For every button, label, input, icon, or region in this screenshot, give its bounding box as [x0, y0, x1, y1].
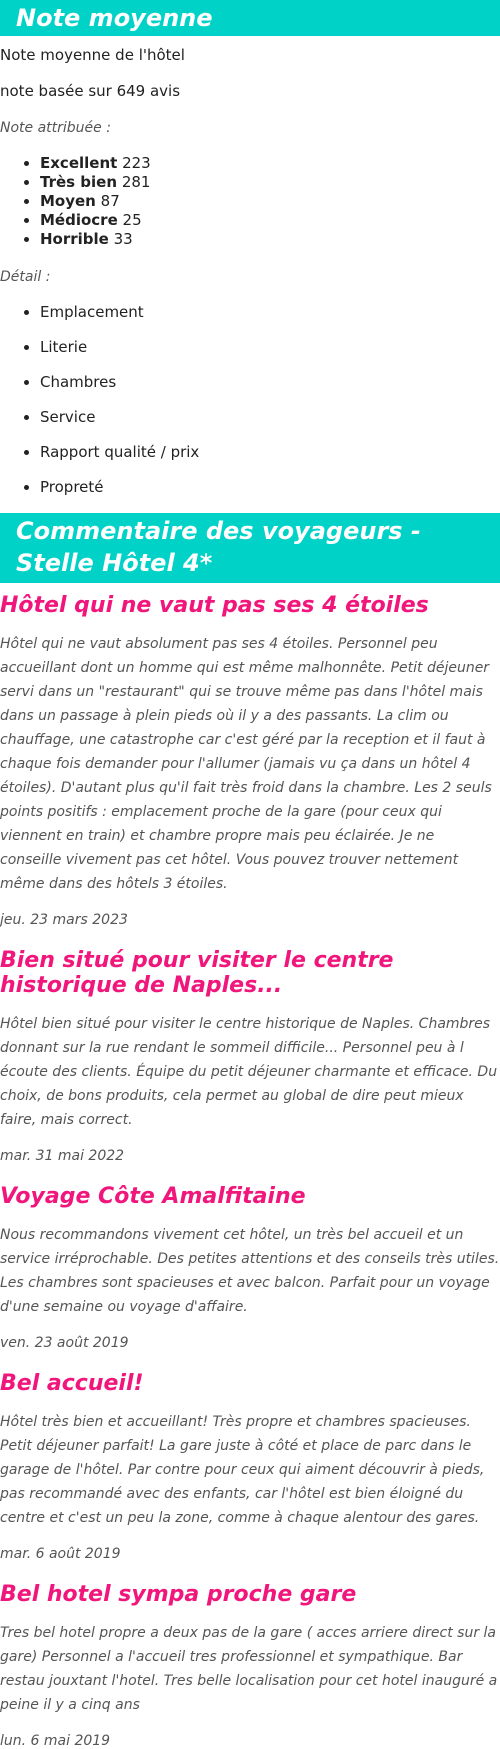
review-title: Bel accueil!: [0, 1371, 144, 1396]
rating-name: Médiocre: [40, 211, 118, 229]
rating-count: 33: [113, 230, 133, 248]
review-date: lun. 6 mai 2019: [0, 1733, 111, 1749]
rating-subtitle: note basée sur 649 avis: [0, 82, 181, 100]
rating-name: Horrible: [40, 230, 109, 248]
review-date: mar. 6 août 2019: [0, 1546, 121, 1562]
review-item: [0, 1351, 500, 1562]
review-item: [0, 1562, 500, 1749]
rating-list: [0, 154, 500, 249]
rating-item: [40, 192, 500, 211]
detail-item: • Rapport qualité / prix: [40, 443, 500, 478]
detail-list: [0, 303, 500, 513]
detail-item: • Service: [40, 408, 500, 443]
detail-item: • Chambres: [40, 373, 500, 408]
review-item: [0, 928, 500, 1164]
rating-title: Note moyenne de l'hôtel: [0, 46, 185, 64]
reviews-header: [0, 513, 500, 583]
rating-count: 87: [100, 192, 120, 210]
rating-label: Note attribuée :: [0, 120, 111, 136]
review-body: Hôtel bien situé pour visiter le centre historique de Naples. Chambres donnant sur la rue rendant le sommeil difficile... Personnel peu à l écoute des clients. Équipe du petit déjeuner charmante et efficace. Du choix, de bons produits, cela permet au global de dire peut mieux faire, mais correct.: [0, 1016, 498, 1128]
detail-label: Détail :: [0, 269, 51, 285]
rating-name: Très bien: [40, 173, 118, 191]
reviews-list: [0, 583, 500, 1749]
note-moyenne-title: Note moyenne: [16, 4, 213, 32]
review-title: Hôtel qui ne vaut pas ses 4 étoiles: [0, 593, 429, 618]
review-item: [0, 583, 500, 928]
review-title: Bien situé pour visiter le centre historique de Naples...: [0, 948, 394, 998]
rating-count: 25: [122, 211, 142, 229]
rating-item: [40, 230, 500, 249]
rating-item: [40, 211, 500, 230]
rating-summary: [0, 36, 500, 249]
review-body: Hôtel très bien et accueillant! Très propre et chambres spacieuses. Petit déjeuner parfait! La gare juste à côté et place de parc dans le garage de l'hôtel. Par contre pour ceux qui aiment découvrir à pieds, pas recommandé avec des enfants, car l'hôtel est bien éloigné du centre et c'est un peu la zone, comme à chaque alentour des gares.: [0, 1414, 485, 1526]
detail-item: • Emplacement: [40, 303, 500, 338]
review-date: jeu. 23 mars 2023: [0, 912, 128, 928]
review-title: Bel hotel sympa proche gare: [0, 1582, 357, 1607]
rating-count: 281: [121, 173, 151, 191]
note-moyenne-header: [0, 0, 500, 36]
review-body: Nous recommandons vivement cet hôtel, un très bel accueil et un service irréprochable. Des petites attentions et des conseils très utiles. Les chambres sont spacieuses et avec balcon. Parfait pour un voyage d'une semaine ou voyage d'affaire.: [0, 1227, 500, 1315]
review-item: [0, 1164, 500, 1351]
detail-item: • Propreté: [40, 478, 500, 513]
detail-item: • Literie: [40, 338, 500, 373]
detail-section: [0, 249, 500, 513]
review-body: Hôtel qui ne vaut absolument pas ses 4 étoiles. Personnel peu accueillant dont un homme qui est même malhonnête. Petit déjeuner servi dans un "restaurant" qui se trouve même pas dans l'hôtel mais dans un passage à plein pieds où il y a des passants. La clim ou chauffage, une catastrophe car c'est géré par la reception et il faut à chaque fois demander pour l'allumer (jamais vu ça dans un hôtel 4 étoiles). D'autant plus qu'il fait très froid dans la chambre. Les 2 seuls points positifs : emplacement proche de la gare (pour ceux qui viennent en train) et chambre propre mais peu éclairée. Je ne conseille vivement pas cet hôtel. Vous pouvez trouver nettement même dans des hôtels 3 étoiles.: [0, 636, 492, 892]
review-title: Voyage Côte Amalfitaine: [0, 1184, 306, 1209]
rating-name: Excellent: [40, 154, 118, 172]
review-date: mar. 31 mai 2022: [0, 1148, 125, 1164]
rating-item: [40, 173, 500, 192]
rating-count: 223: [122, 154, 151, 172]
rating-name: Moyen: [40, 192, 96, 210]
rating-item: [40, 154, 500, 173]
review-body: Tres bel hotel propre a deux pas de la gare ( acces arriere direct sur la gare) Personnel a l'accueil tres professionnel et sympathique. Bar restau jouxtant l'hotel. Tres belle localisation pour cet hotel inauguré a peine il y a cinq ans: [0, 1625, 498, 1713]
reviews-title: Commentaire des voyageurs - Stelle Hôtel 4*: [16, 517, 421, 577]
review-date: ven. 23 août 2019: [0, 1335, 129, 1351]
